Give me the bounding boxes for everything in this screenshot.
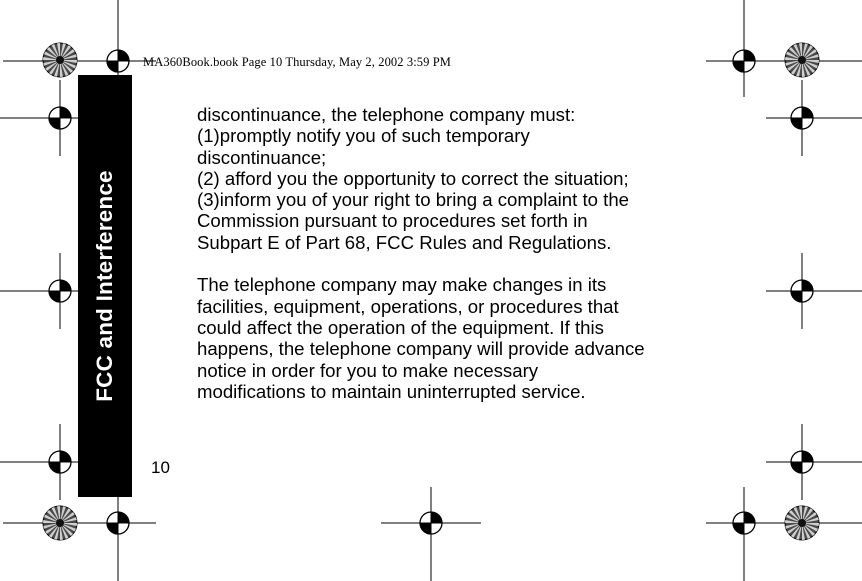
- text-line: discontinuance, the telephone company must:: [197, 104, 576, 125]
- side-tab-label: FCC and Interference: [92, 170, 117, 402]
- side-tab: [78, 75, 132, 497]
- text-line: discontinuance;: [197, 146, 327, 168]
- print-header-info: MA360Book.book Page 10 Thursday, May 2, 2002 3:59 PM: [143, 55, 451, 69]
- text-line: modifications to maintain uninterrupted service.: [197, 380, 586, 402]
- registration-mark: [766, 80, 862, 156]
- text-line: (2) afford you the opportunity to correct the situation;: [197, 167, 629, 189]
- text-line: Subpart E of Part 68, FCC Rules and Regulations.: [197, 231, 612, 253]
- page-number: 10: [151, 458, 170, 477]
- registration-mark: [3, 487, 156, 581]
- text-line: could affect the operation of the equipment. If this: [197, 316, 604, 338]
- text-line: The telephone company may make changes in its: [197, 274, 607, 296]
- text-line: notice in order for you to make necessary: [197, 359, 539, 381]
- text-line: (1)promptly notify you of such temporary: [197, 125, 530, 147]
- color-wheel-mark: [43, 506, 77, 540]
- paragraph-1: [197, 104, 717, 253]
- registration-mark: [766, 424, 862, 500]
- registration-mark: [706, 0, 862, 97]
- text-line: Commission pursuant to procedures set forth in: [197, 210, 588, 232]
- text-line: (3)inform you of your right to bring a complaint to the: [197, 189, 629, 211]
- text-line: happens, the telephone company will provide advance: [197, 338, 645, 360]
- color-wheel-mark: [785, 506, 819, 540]
- color-wheel-mark: [43, 43, 77, 77]
- color-wheel-mark: [785, 43, 819, 77]
- registration-mark: [706, 487, 862, 581]
- paragraph-2: [197, 274, 717, 402]
- registration-mark: [381, 487, 481, 581]
- body-text: [197, 104, 717, 402]
- registration-mark: [766, 253, 862, 329]
- paragraph-gap: [197, 253, 717, 274]
- text-line: facilities, equipment, operations, or procedures that: [197, 295, 619, 317]
